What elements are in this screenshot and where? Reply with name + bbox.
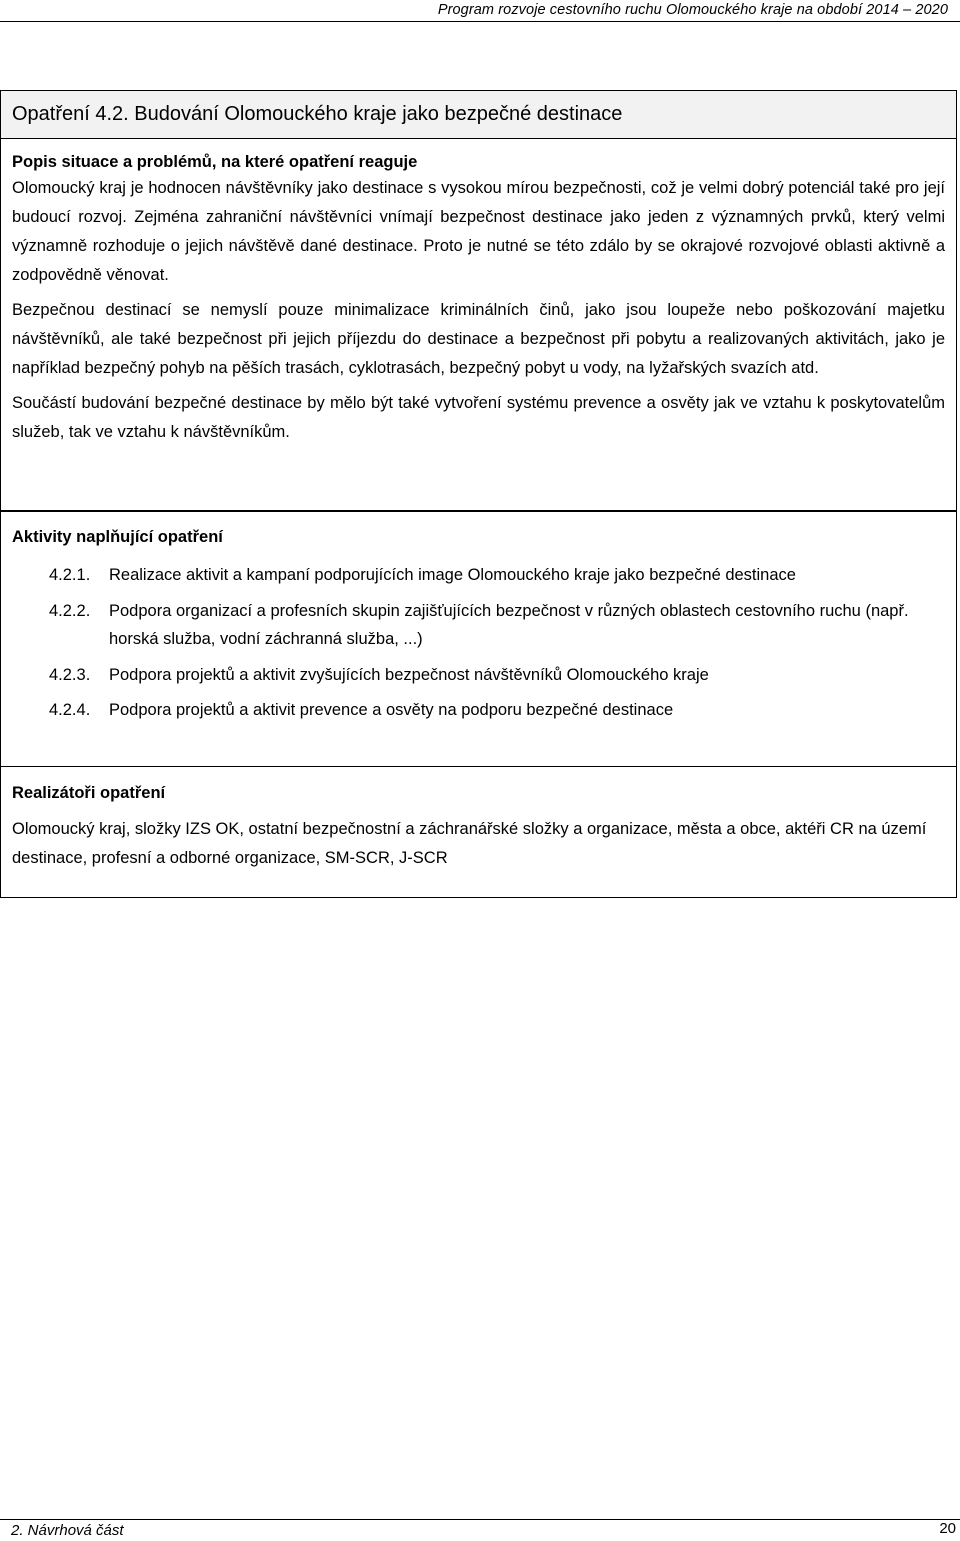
activity-text: Podpora organizací a profesních skupin zajišťujících bezpečnost v různých oblastech cestovního ruchu (např. horská služba, vodní záchranná služba, ...) xyxy=(109,601,909,648)
activity-text: Podpora projektů a aktivit prevence a osvěty na podporu bezpečné destinace xyxy=(109,701,674,719)
measure-title: Opatření 4.2. Budování Olomouckého kraje jako bezpečné destinace xyxy=(1,91,956,139)
implementers-text: Olomoucký kraj, složky IZS OK, ostatní bezpečnostní a záchranářské složky a organizace, města a obce, aktéři CR na území destinace, profesní a odborné organizace, SM-SCR, J-SCR xyxy=(12,820,927,867)
implementers-box xyxy=(0,766,957,898)
header-rule xyxy=(0,21,960,22)
activity-number: 4.2.4. xyxy=(49,701,91,719)
situation-paragraph-3: Součástí budování bezpečné destinace by mělo být také vytvoření systému prevence a osvěty jak ve vztahu k poskytovatelům služeb, tak ve vztahu k návštěvníkům. xyxy=(12,394,945,441)
page-number: 20 xyxy=(939,1520,956,1537)
measure-box xyxy=(0,90,957,512)
activity-item xyxy=(1,696,956,725)
activities-box xyxy=(0,510,957,767)
footer-section: 2. Návrhová část xyxy=(11,1522,124,1539)
situation-paragraph-1: Olomoucký kraj je hodnocen návštěvníky jako destinace s vysokou mírou bezpečnosti, což je velmi dobrý potenciál také pro její budoucí rozvoj. Zejména zahraniční návštěvníci vnímají bezpečnost destinace jako jeden z významných prvků, který velmi významně rozhoduje o jejich návštěvě dané destinace. Proto je nutné se této zdálo by se okrajové rozvojové oblasti aktivně a zodpovědně věnovat. xyxy=(12,179,945,284)
activity-text: Realizace aktivit a kampaní podporujících image Olomouckého kraje jako bezpečné destinace xyxy=(109,566,796,584)
situation-heading: Popis situace a problémů, na které opatření reaguje xyxy=(12,153,418,171)
activity-number: 4.2.1. xyxy=(49,566,91,584)
activity-number: 4.2.2. xyxy=(49,601,91,620)
activities-heading: Aktivity naplňující opatření xyxy=(12,528,223,546)
activity-item xyxy=(1,561,956,590)
activities-list xyxy=(1,561,956,725)
running-header: Program rozvoje cestovního ruchu Olomouckého kraje na období 2014 – 2020 xyxy=(437,2,948,18)
implementers-heading: Realizátoři opatření xyxy=(12,784,166,802)
footer-rule xyxy=(0,1519,960,1520)
activity-item xyxy=(1,597,956,654)
activity-item xyxy=(1,661,956,690)
activity-text: Podpora projektů a aktivit zvyšujících bezpečnost návštěvníků Olomouckého kraje xyxy=(109,665,709,684)
activity-number: 4.2.3. xyxy=(49,665,91,684)
situation-paragraph-2: Bezpečnou destinací se nemyslí pouze minimalizace kriminálních činů, jako jsou loupeže nebo poškozování majetku návštěvníků, ale také bezpečnost při jejich příjezdu do destinace a bezpečnost při pobytu a realizovaných aktivitách, jako je například bezpečný pohyb na pěších trasách, cyklotrasách, bezpečný pobyt u vody, na lyžařských svazích atd. xyxy=(12,301,945,377)
